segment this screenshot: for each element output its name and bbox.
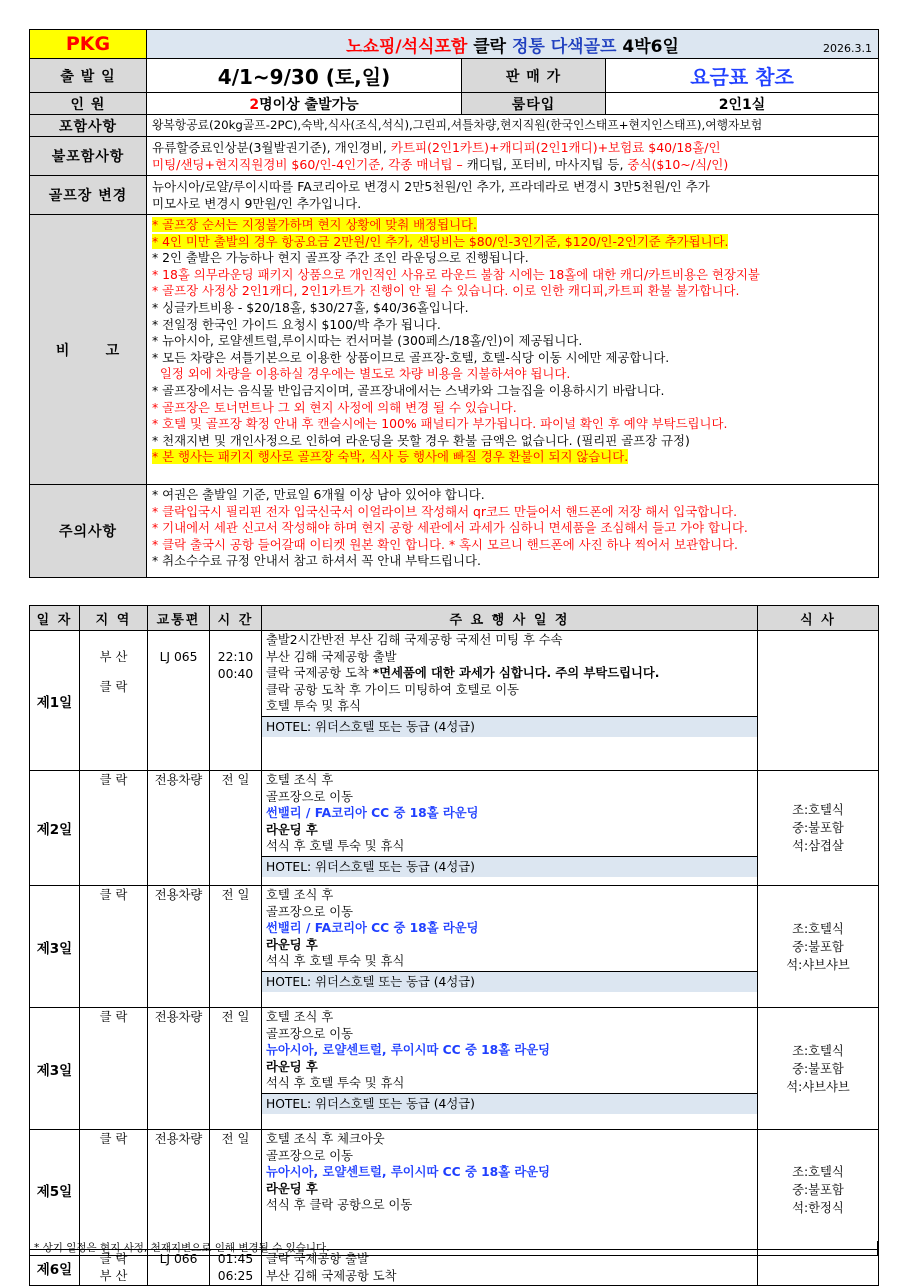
- package-info-table: [29, 29, 879, 578]
- day-label: 제3일: [30, 1008, 80, 1130]
- transport-list: [148, 1130, 209, 1148]
- schedule-cell: [262, 886, 758, 1008]
- price-value: 요금표 참조: [606, 59, 879, 93]
- meal-cell: [758, 1008, 879, 1130]
- time-cell: [210, 886, 262, 1008]
- people-value: [147, 93, 462, 115]
- day-label: 제2일: [30, 771, 80, 886]
- region-list: [80, 771, 147, 789]
- time-value: 전 일: [221, 1132, 250, 1146]
- time-value: 전 일: [221, 1010, 250, 1024]
- price-label: 판 매 가: [462, 59, 606, 93]
- day-label: 제5일: [30, 1130, 80, 1250]
- time-value: 06:25: [217, 1268, 254, 1283]
- exclude-value: [147, 137, 879, 176]
- remark-text: * 호텔 및 골프장 확정 안내 후 캔슬시에는 100% 패널티가 부가됩니다. 파이널 확인 후 예약 부탁드립니다.: [152, 416, 728, 432]
- meal-item: 석:삼겹살: [792, 839, 844, 853]
- remark-line: [152, 250, 873, 267]
- header-time: 시 간: [210, 606, 262, 631]
- exclude-l2-b: 캐디팁, 포터비, 마사지팁 등,: [466, 157, 628, 172]
- course-change-line-2: 미모사로 변경시 9만원/인 추가입니다.: [152, 196, 362, 211]
- region-name: 클 락: [99, 1252, 128, 1266]
- meal-item: 중:불포함: [792, 1061, 844, 1076]
- remarks-label: 비 고: [30, 215, 147, 485]
- schedule-item: 부산 김해 국제공항 도착: [266, 1268, 397, 1283]
- time-value: 전 일: [221, 773, 250, 787]
- schedule-item: 호텔 투숙 및 휴식: [266, 699, 361, 714]
- people-label: 인 원: [30, 93, 147, 115]
- itinerary-header-row: [30, 606, 879, 631]
- caution-line: [152, 553, 873, 570]
- remark-line: [152, 300, 873, 317]
- time-cell: [210, 1008, 262, 1130]
- schedule-item: 라운딩 후: [266, 822, 318, 837]
- time-list: [210, 771, 261, 789]
- remark-text: * 골프장 사정상 2인1캐디, 2인1카트가 진행이 안 될 수 있습니다. 이로 인한 캐디피,카트피 환불 불가합니다.: [152, 283, 740, 299]
- remark-line: [152, 234, 873, 251]
- schedule-item: 호텔 조식 후: [266, 773, 334, 787]
- caution-text: * 클락 출국시 공항 들어갈때 이티켓 원본 확인 합니다. * 혹시 모르니 핸드폰에 사진 하나 찍어서 보관합니다.: [152, 536, 738, 552]
- people-min-number: 2: [249, 96, 260, 113]
- exclude-l1-b: 카트피(2인1카트)+캐디피(2인1캐디)+보험료 $40/18홀/인: [390, 140, 721, 155]
- departure-value: 4/1~9/30 (토,일): [147, 59, 462, 93]
- transport-cell: [148, 1130, 210, 1250]
- schedule-lines: [262, 1130, 757, 1215]
- remarks-list: [147, 215, 879, 485]
- itinerary-row: [30, 631, 879, 771]
- schedule-item: 클락 국제공항 출발: [266, 1252, 369, 1266]
- caution-line: [152, 537, 873, 554]
- region-list: [80, 886, 147, 904]
- schedule-cell: [262, 1008, 758, 1130]
- room-value: 2인1실: [606, 93, 879, 115]
- transport-cell: [148, 771, 210, 886]
- header-day: 일 자: [30, 606, 80, 631]
- region-name: 부 산: [99, 1268, 128, 1283]
- header-schedule: 주 요 행 사 일 정: [262, 606, 758, 631]
- remark-line: [152, 283, 873, 300]
- day-label: 제6일: [30, 1250, 80, 1286]
- people-min-text: 명이상 출발가능: [259, 96, 359, 113]
- transport-name: 전용차량: [154, 773, 203, 787]
- remark-text: * 18홀 의무라운딩 패키지 상품으로 개인적인 사유로 라운드 불참 시에는 18홀에 대한 캐디/카트비용은 현장지불: [152, 266, 760, 282]
- remark-line: [152, 350, 873, 367]
- schedule-item: 뉴아시아, 로얄센트럴, 루이시따 CC 중 18홀 라운딩: [266, 1043, 551, 1058]
- schedule-cell: [262, 631, 758, 771]
- itinerary-row: [30, 886, 879, 1008]
- remark-line: [152, 433, 873, 450]
- region-list: [80, 1130, 147, 1148]
- schedule-item: 호텔 조식 후: [266, 888, 334, 902]
- remark-line: [152, 267, 873, 284]
- schedule-lines: [262, 1008, 757, 1093]
- time-cell: [210, 771, 262, 886]
- remark-text: * 싱글카트비용 - $20/18홀, $30/27홀, $40/36홀입니다.: [152, 299, 469, 315]
- document-date: 2026.3.1: [823, 42, 873, 55]
- schedule-cell: [262, 771, 758, 886]
- hotel-info: HOTEL: 위더스호텔 또는 동급 (4성급): [262, 1093, 757, 1114]
- transport-cell: [148, 1008, 210, 1130]
- schedule-item: 골프장으로 이동: [266, 904, 354, 919]
- region-name: [80, 666, 147, 679]
- region-cell: [80, 886, 148, 1008]
- itinerary-row: [30, 1130, 879, 1250]
- meal-item: 중:불포함: [792, 821, 844, 835]
- time-list: [210, 886, 261, 904]
- schedule-item: 석식 후 호텔 투숙 및 휴식: [266, 839, 405, 854]
- caution-text: * 취소수수료 규정 안내서 참고 하셔서 꼭 안내 부탁드립니다.: [152, 553, 481, 569]
- region-list: [80, 1008, 147, 1026]
- transport-name: 전용차량: [154, 1132, 203, 1146]
- schedule-item: 썬밸리 / FA코리아 CC 중 18홀 라운딩: [266, 806, 479, 821]
- meal-cell: [758, 771, 879, 886]
- remark-line: [152, 317, 873, 334]
- transport-list: [148, 1008, 209, 1026]
- room-label: 룸타입: [462, 93, 606, 115]
- schedule-item: 클락 공항 도착 후 가이드 미팅하여 호텔로 이동: [266, 682, 520, 697]
- course-change-value: [147, 176, 879, 215]
- schedule-item-part: 클락 국제공항 도착: [266, 666, 373, 681]
- remark-text: * 골프장 순서는 지정불가하며 현지 상황에 맞춰 배정됩니다.: [152, 217, 477, 232]
- meal-cell: [758, 1130, 879, 1250]
- schedule-item: 라운딩 후: [266, 1059, 318, 1074]
- schedule-item: 썬밸리 / FA코리아 CC 중 18홀 라운딩: [266, 921, 479, 936]
- schedule-item: 골프장으로 이동: [266, 1026, 354, 1041]
- region-list: [80, 631, 147, 695]
- remark-text: * 모든 차량은 셔틀기본으로 이용한 상품이므로 골프장-호텔, 호텔-식당 이동 시에만 제공합니다.: [152, 349, 670, 365]
- course-change-label: 골프장 변경: [30, 176, 147, 215]
- meal-cell: [758, 886, 879, 1008]
- region-name: 클 락: [99, 679, 128, 694]
- schedule-cell: [262, 1130, 758, 1250]
- remark-line: [152, 366, 873, 383]
- title-clark: 클락: [473, 36, 507, 57]
- departure-label: 출 발 일: [30, 59, 147, 93]
- header-transport: 교통편: [148, 606, 210, 631]
- header-meal: 식 사: [758, 606, 879, 631]
- schedule-lines: [262, 631, 757, 716]
- remark-text: * 골프장은 토너먼트나 그 외 현지 사정에 의해 변경 될 수 있습니다.: [152, 399, 517, 415]
- transport-name: 전용차량: [154, 888, 203, 902]
- exclude-l2-c: 중식($10~/식/인): [627, 157, 729, 172]
- schedule-item: 석식 후 호텔 투숙 및 휴식: [266, 1076, 405, 1091]
- header-region: 지 역: [80, 606, 148, 631]
- time-value: 22:10: [217, 650, 254, 664]
- remark-line: [152, 449, 873, 466]
- meal-item: 조:호텔식: [792, 1043, 844, 1058]
- region-name: 클 락: [99, 773, 128, 787]
- transport-cell: [148, 631, 210, 771]
- schedule-item: 출발2시간반전 부산 김해 국제공항 국제선 미팅 후 수속: [266, 633, 563, 647]
- include-value: 왕복항공료(20kg골프-2PC),숙박,식사(조식,석식),그린피,셔틀차량,현지직원(한국인스태프+현지인스태프),여행자보험: [147, 115, 879, 137]
- caution-text: * 클락입국시 필리핀 전자 입국신국서 이얼라이브 작성해서 qr코드 만들어서 핸드폰에 저장 해서 입국합니다.: [152, 503, 738, 519]
- remark-text: * 전일정 한국인 가이드 요청시 $100/박 추가 됩니다.: [152, 316, 441, 332]
- title-golf: 정통 다색골프: [512, 36, 617, 57]
- remark-text: * 천재지변 및 개인사정으로 인하여 라운딩을 못할 경우 환불 금액은 없습니다. (필리핀 골프장 규정): [152, 432, 690, 448]
- schedule-item: 뉴아시아, 로얄센트럴, 루이시따 CC 중 18홀 라운딩: [266, 1165, 551, 1180]
- remark-line: [152, 383, 873, 400]
- meal-item: 석:한정식: [792, 1200, 844, 1215]
- region-name: 클 락: [99, 1132, 128, 1146]
- meal-cell: [758, 631, 879, 771]
- exclude-l1-a: 유류할증료인상분(3월발권기준), 개인경비,: [152, 140, 391, 155]
- time-list: [210, 1008, 261, 1026]
- itinerary-row: [30, 771, 879, 886]
- region-name: 부 산: [99, 650, 128, 664]
- schedule-item: 라운딩 후: [266, 1181, 318, 1196]
- remark-text: * 뉴아시아, 로얄센트럴,루이시따는 컨서머블 (300페스/18홀/인)이 제공됩니다.: [152, 333, 583, 349]
- caution-line: [152, 504, 873, 521]
- day-label: 제1일: [30, 631, 80, 771]
- region-cell: [80, 1130, 148, 1250]
- time-value: 01:45: [217, 1252, 254, 1266]
- hotel-info: HOTEL: 위더스호텔 또는 동급 (4성급): [262, 716, 757, 737]
- meal-item: 중:불포함: [792, 939, 844, 954]
- transport-name: LJ 065: [159, 650, 198, 664]
- title-duration: 4박6일: [622, 36, 679, 57]
- meal-item: 조:호텔식: [792, 1164, 844, 1179]
- transport-list: [148, 631, 209, 666]
- schedule-item: 호텔 조식 후 체크아웃: [266, 1132, 385, 1146]
- region-cell: [80, 1008, 148, 1130]
- region-name: 클 락: [99, 888, 128, 902]
- meal-item: 조:호텔식: [792, 921, 844, 936]
- schedule-item: 부산 김해 국제공항 출발: [266, 649, 397, 664]
- time-cell: [210, 631, 262, 771]
- caution-label: 주의사항: [30, 485, 147, 578]
- remark-line: [152, 400, 873, 417]
- exclude-l2-a: 미팅/샌딩+현지직원경비 $60/인-4인기준, 각종 매너팁 –: [152, 157, 467, 172]
- caution-list: [147, 485, 879, 578]
- remark-line: [152, 217, 873, 234]
- itinerary-table: [29, 605, 879, 1286]
- title-no-shopping: 노쇼핑/석식포함: [346, 36, 468, 57]
- remark-line: [152, 333, 873, 350]
- caution-text: * 기내에서 세관 신고서 작성해야 하며 현지 공항 세관에서 과세가 심하니 면세품을 조심해서 들고 가야 합니다.: [152, 520, 748, 536]
- transport-list: [148, 771, 209, 789]
- meal-item: 중:불포함: [792, 1182, 844, 1197]
- schedule-lines: [262, 771, 757, 856]
- schedule-item: 호텔 조식 후: [266, 1010, 334, 1024]
- remark-text: 일정 외에 차량을 이용하실 경우에는 별도로 차량 비용을 지불하셔야 됩니다.: [152, 366, 571, 382]
- include-label: 포함사항: [30, 115, 147, 137]
- caution-line: [152, 520, 873, 537]
- time-cell: [210, 1130, 262, 1250]
- transport-name: LJ 066: [159, 1252, 198, 1266]
- region-name: 클 락: [99, 1010, 128, 1024]
- schedule-item: 골프장으로 이동: [266, 789, 354, 804]
- remark-line: [152, 416, 873, 433]
- caution-line: [152, 487, 873, 504]
- itinerary-footnote: * 상기 일정은 현지 사정, 천재지변으로 인해 변경될 수 있습니다.: [29, 1241, 878, 1256]
- meal-item: 조:호텔식: [792, 803, 844, 817]
- schedule-item: 석식 후 클락 공항으로 이동: [266, 1198, 413, 1213]
- remark-text: * 본 행사는 패키지 행사로 골프장 숙박, 식사 등 행사에 빠질 경우 환불이 되지 않습니다.: [152, 449, 629, 465]
- time-value: 00:40: [217, 666, 254, 681]
- region-cell: [80, 631, 148, 771]
- transport-cell: [148, 886, 210, 1008]
- schedule-item: 라운딩 후: [266, 937, 318, 952]
- time-list: [210, 631, 261, 682]
- schedule-lines: [262, 886, 757, 971]
- itinerary-row: [30, 1008, 879, 1130]
- remark-text: * 2인 출발은 가능하나 현지 골프장 주간 조인 라운딩으로 진행됩니다.: [152, 250, 529, 266]
- schedule-item: 골프장으로 이동: [266, 1148, 354, 1163]
- transport-list: [148, 886, 209, 904]
- remark-text: * 4인 미만 출발의 경우 항공요금 2만원/인 추가, 샌딩비는 $80/인-3인기준, $120/인-2인기준 추가됩니다.: [152, 233, 729, 249]
- meal-item: 석:샤브샤브: [786, 1079, 850, 1094]
- caution-text: * 여권은 출발일 기준, 만료일 6개월 이상 남아 있어야 합니다.: [152, 487, 485, 502]
- remark-text: * 골프장에서는 음식물 반입금지이며, 골프장내에서는 스낵카와 그늘집을 이용하시기 바랍니다.: [152, 382, 665, 398]
- schedule-item: [266, 665, 753, 682]
- hotel-info: HOTEL: 위더스호텔 또는 동급 (4성급): [262, 971, 757, 992]
- exclude-label: 불포함사항: [30, 137, 147, 176]
- time-list: [210, 1130, 261, 1148]
- pkg-badge: PKG: [30, 30, 147, 59]
- day-label: 제3일: [30, 886, 80, 1008]
- region-cell: [80, 771, 148, 886]
- schedule-item: 석식 후 호텔 투숙 및 휴식: [266, 954, 405, 969]
- course-change-line-1: 뉴아시아/로얄/루이시따를 FA코리아로 변경시 2만5천원/인 추가, 프라데라로 변경시 3만5천원/인 추가: [152, 179, 710, 194]
- transport-name: 전용차량: [154, 1010, 203, 1024]
- package-title: [147, 30, 879, 59]
- meal-item: 석:샤브샤브: [786, 957, 850, 972]
- customs-warning: *면세품에 대한 과세가 심합니다. 주의 부탁드립니다.: [372, 666, 660, 681]
- time-value: 전 일: [221, 888, 250, 902]
- hotel-info: HOTEL: 위더스호텔 또는 동급 (4성급): [262, 856, 757, 877]
